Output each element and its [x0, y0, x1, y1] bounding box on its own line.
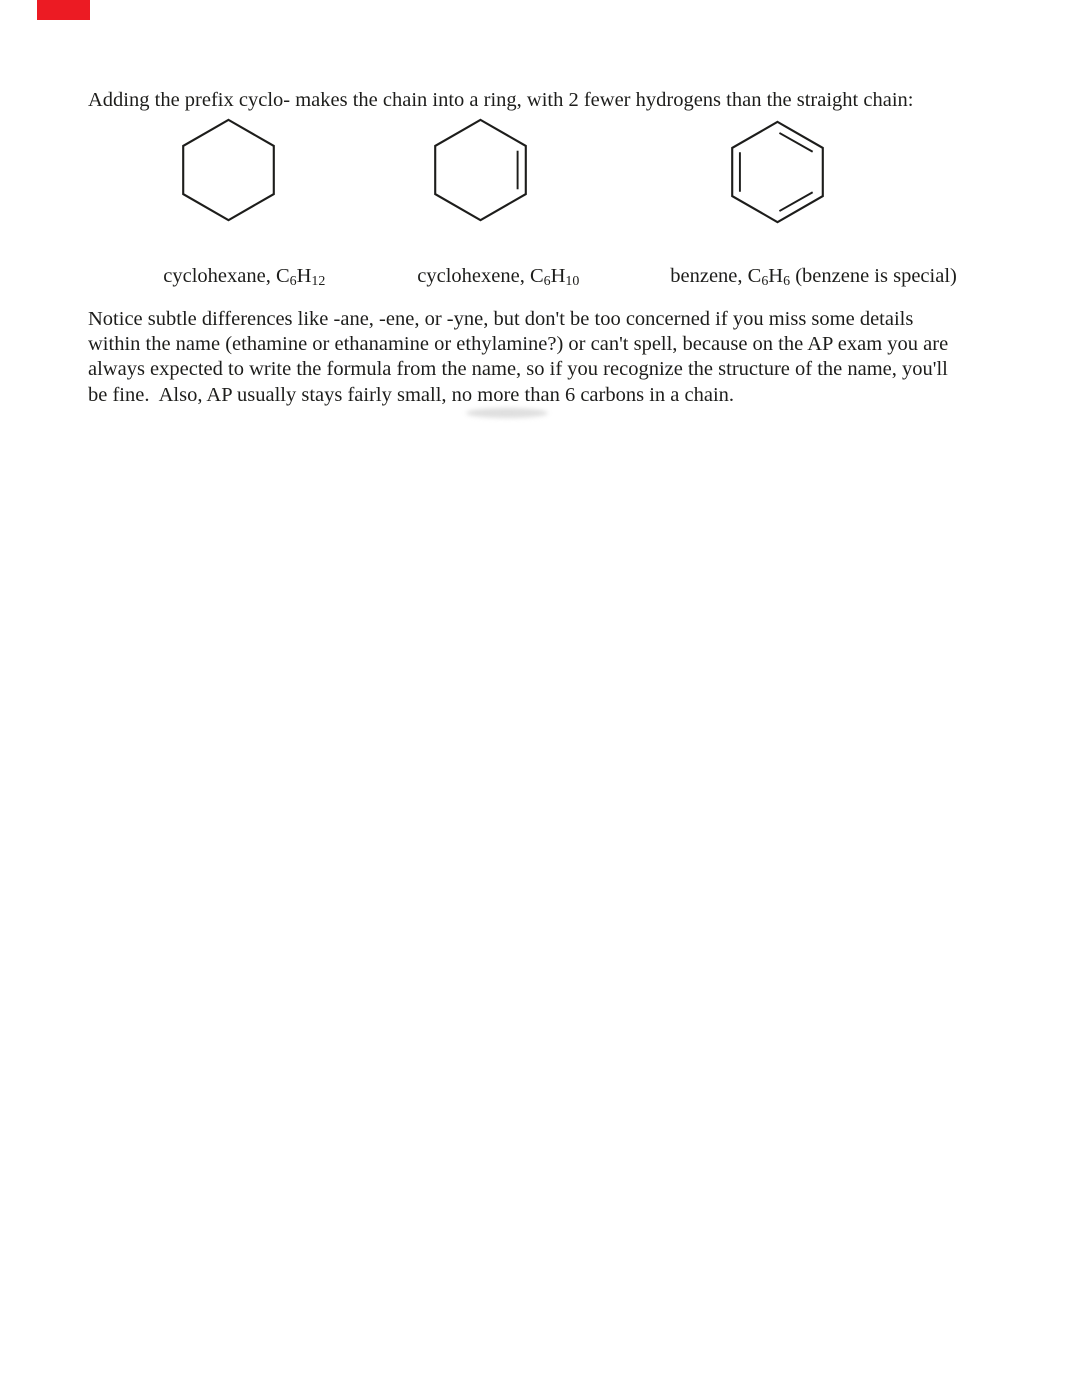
- formula-subscript: 6: [783, 274, 791, 290]
- cyclohexene-label: [407, 239, 579, 289]
- label-text: H: [768, 265, 784, 287]
- label-text: cyclohexene, C: [417, 265, 544, 287]
- label-text: (benzene is special): [790, 265, 957, 287]
- formula-subscript: 6: [543, 274, 551, 290]
- body-paragraph: [88, 307, 993, 408]
- label-text: H: [296, 265, 312, 287]
- formula-subscript: 10: [565, 274, 580, 290]
- formula-subscript: 6: [761, 274, 769, 290]
- paragraph-line: always expected to write the formula from the name, so if you recognize the structure of the name, you'll: [88, 358, 948, 381]
- formula-subscript: 12: [311, 274, 326, 290]
- scan-smudge-artifact: [466, 408, 548, 418]
- hexagon-ring-drawing: [180, 117, 277, 223]
- hexagon-ring-three-double-bonds-drawing: [729, 119, 826, 225]
- formula-subscript: 6: [289, 274, 297, 290]
- benzene-label: [660, 239, 957, 289]
- cyclohexene-structure: [432, 117, 529, 223]
- hexagon-ring-one-double-bond-drawing: [432, 117, 529, 223]
- cyclohexane-structure: [180, 117, 277, 223]
- paragraph-line: within the name (ethamine or ethanamine or ethylamine?) or can't spell, because on the AP exam you are: [88, 333, 949, 356]
- paragraph-line: be fine. Also, AP usually stays fairly small, no more than 6 carbons in a chain.: [88, 383, 735, 406]
- label-text: benzene, C: [670, 265, 762, 287]
- benzene-structure: [729, 119, 826, 225]
- redaction-mark: [37, 0, 90, 20]
- heading-text: Adding the prefix cyclo- makes the chain into a ring, with 2 fewer hydrogens than the straight chain:: [88, 89, 914, 111]
- cyclohexane-label: [153, 239, 325, 289]
- label-text: H: [550, 265, 566, 287]
- label-text: cyclohexane, C: [163, 265, 290, 287]
- paragraph-line: Notice subtle differences like -ane, -ene, or -yne, but don't be too concerned if you miss some details: [88, 308, 914, 330]
